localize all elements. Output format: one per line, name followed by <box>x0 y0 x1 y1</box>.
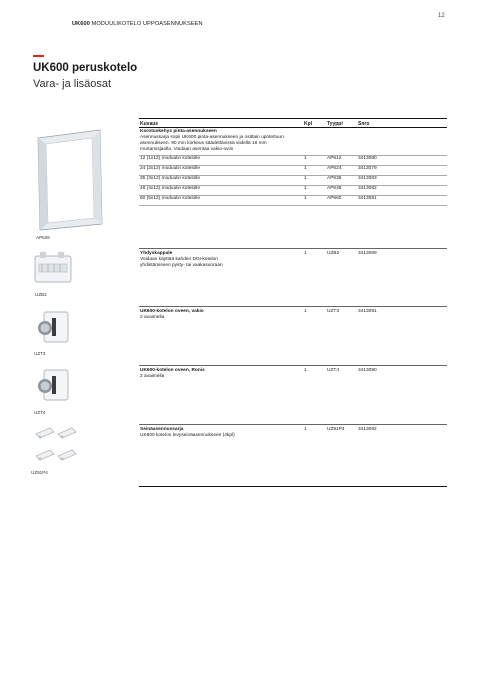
wall-mount-kit-image <box>32 424 80 466</box>
col-kpl: Kpl <box>304 120 313 127</box>
page-header <box>72 21 203 27</box>
cell-qty: 1 <box>304 309 307 314</box>
section-korotuskehys <box>139 129 447 204</box>
cell-qty: 1 <box>304 176 307 181</box>
table-end-rule <box>139 486 447 487</box>
cell-type: AP648 <box>327 186 342 191</box>
cell-qty: 1 <box>304 156 307 161</box>
cell-desc: 60 (5x12) moduulin kotelolle <box>140 196 200 201</box>
product-table <box>139 118 447 128</box>
image-label: UZT3 <box>34 351 46 356</box>
cell-snro: 3413091 <box>358 309 377 314</box>
cell-type: AP660 <box>327 196 342 201</box>
cell-type: AP624 <box>327 166 342 171</box>
frame-product-image <box>34 128 106 232</box>
header-brand: UK600 <box>72 21 90 27</box>
image-label: UZ91P4 <box>31 470 48 475</box>
cell-type: AP612 <box>327 156 342 161</box>
image-label: UZB2 <box>35 292 47 297</box>
lock-ronis-image <box>34 366 70 404</box>
cell-snro: 3413079 <box>358 166 377 171</box>
section-desc-line: Asennussarja sopii UK600 pinta-asennukseen ja osittain upotettuun <box>140 135 284 140</box>
cell-desc: 24 (2x12) moduulin kotelolle <box>140 166 200 171</box>
section-desc-line: UK600 kotelon levyseinäasennukseen (4kpl) <box>140 433 235 438</box>
section-title: Korotuskehys pinta-asennukseen <box>140 129 217 134</box>
section-title: Yhdyskappale <box>140 251 173 256</box>
cell-qty: 1 <box>304 196 307 201</box>
cell-snro: 3413090 <box>358 368 377 373</box>
section-desc-line: Voidaan käyttää kahden DIN-kotelon <box>140 257 218 262</box>
cell-snro: 3413083 <box>358 176 377 181</box>
cell-type: AP636 <box>327 176 342 181</box>
cell-desc: 12 (1x12) moduulin kotelolle <box>140 156 200 161</box>
cell-snro: 3413081 <box>358 196 377 201</box>
header-text: MODUULIKOTELO UPPOASENNUKSEEN <box>91 21 203 27</box>
section-uz91p4 <box>139 424 447 437</box>
section-uzt4 <box>139 365 447 378</box>
page-subtitle: Vara- ja lisäosat <box>33 78 112 90</box>
cell-qty: 1 <box>304 166 307 171</box>
cell-snro: 3413082 <box>358 186 377 191</box>
cell-qty: 1 <box>304 368 307 373</box>
col-tyyppi: Tyyppi <box>327 120 343 127</box>
col-kuvaus: Kuvaus <box>140 120 159 127</box>
cell-desc: 48 (4x12) moduulin kotelolle <box>140 186 200 191</box>
cell-type: UZT4 <box>327 368 339 373</box>
section-desc-line: 2 avaimella <box>140 374 165 379</box>
section-desc-line: murtamisjaolla. Voidaan asentaa vakio-oviin <box>140 147 234 152</box>
cell-qty: 1 <box>304 251 307 256</box>
cell-type: UZT3 <box>327 309 339 314</box>
section-desc-line: asennukseen. 90 mm korkeus säädettävissä viidellä 18 mm <box>140 141 267 146</box>
cell-snro: 3413092 <box>358 427 377 432</box>
cell-type: UZ91P4 <box>327 427 345 432</box>
cell-snro: 3413080 <box>358 156 377 161</box>
image-label: AP636 <box>36 235 50 240</box>
section-desc-line: 2 avaimella <box>140 315 165 320</box>
cell-desc: 36 (3x12) moduulin kotelolle <box>140 176 200 181</box>
section-title: Seinäasennussarja <box>140 427 184 432</box>
section-title: UK600-kotelon oveen, Ronis <box>140 368 205 373</box>
section-title: UK600-kotelon oveen, vakio <box>140 309 204 314</box>
cell-type: UZB2 <box>327 251 340 256</box>
page-title: UK600 peruskotelo <box>33 62 138 74</box>
section-uzt3 <box>139 306 447 319</box>
cell-qty: 1 <box>304 186 307 191</box>
cell-qty: 1 <box>304 427 307 432</box>
col-snro: Snro <box>358 120 370 127</box>
lock-standard-image <box>34 308 70 346</box>
section-desc-line: yhdistämiseen pysty- tai vaakasuoraan <box>140 263 223 268</box>
connector-product-image <box>32 250 76 288</box>
table-header <box>139 118 447 128</box>
cell-snro: 3413089 <box>358 251 377 256</box>
page-number: 12 <box>438 13 445 19</box>
image-label: UZT4 <box>34 410 46 415</box>
section-yhdyskappale <box>139 248 447 267</box>
accent-bar <box>33 55 44 57</box>
